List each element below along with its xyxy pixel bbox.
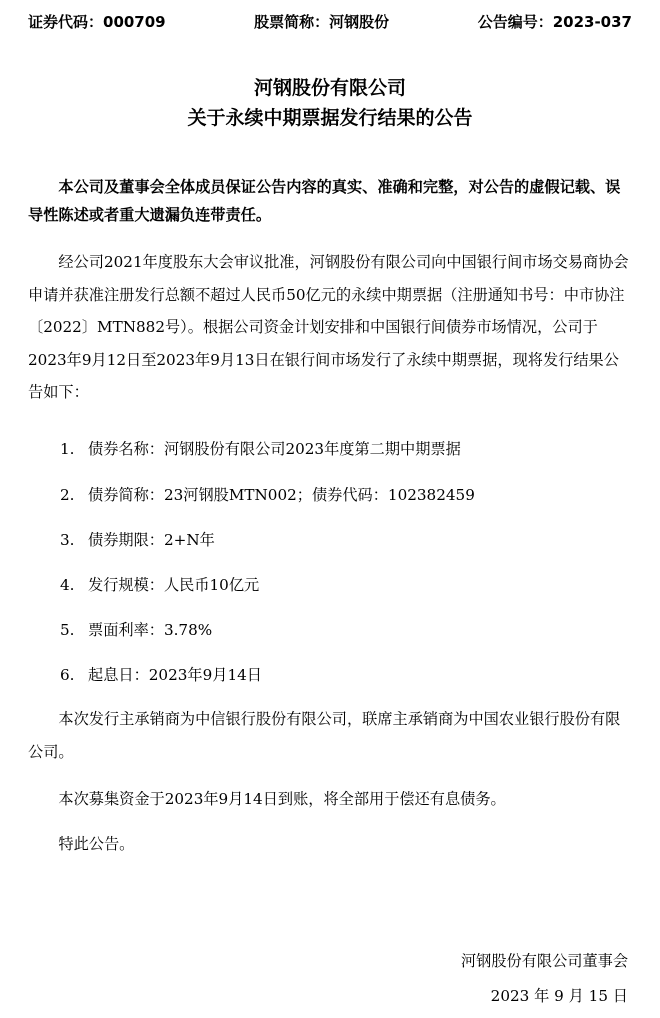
signature-organization: 河钢股份有限公司董事会 [460, 952, 628, 970]
list-item-text: 起息日：2023年9月14日 [88, 666, 262, 684]
list-item-text: 发行规模：人民币10亿元 [88, 576, 260, 594]
list-item [60, 438, 461, 460]
intro-paragraph: 经公司2021年度股东大会审议批准，河钢股份有限公司向中国银行间市场交易商协会申请并获准注册发行总额不超过人民币50亿元的永续中期票据（注册通知书号：中市协注〔2022〕MTN882号）。根据公司资金计划安排和中国银行间债券市场情况，公司于2023年9月12日至2023年9月13日在银行间市场发行了永续中期票据，现将发行结果公告如下： [28, 253, 629, 401]
list-item-number: 4. [60, 576, 75, 594]
underwriter-paragraph: 本次发行主承销商为中信银行股份有限公司，联席主承销商为中国农业银行股份有限公司。 [28, 710, 621, 761]
list-item [60, 484, 475, 506]
list-item-text: 债券期限：2+N年 [88, 531, 215, 549]
list-item [60, 619, 212, 641]
list-item-text: 债券简称：23河钢股MTN002；债券代码：102382459 [88, 486, 475, 504]
list-item-number: 6. [60, 666, 75, 684]
announcement-number: 公告编号：2023-037 [477, 13, 632, 31]
company-title: 河钢股份有限公司 [253, 77, 406, 99]
board-statement: 本公司及董事会全体成员保证公告内容的真实、准确和完整，对公告的虚假记载、误导性陈述或者重大遗漏负连带责任。 [28, 178, 621, 224]
closing-paragraph: 特此公告。 [58, 835, 135, 853]
list-item [60, 664, 262, 686]
list-item-number: 3. [60, 531, 75, 549]
list-item-text: 票面利率：3.78% [88, 621, 213, 639]
funds-paragraph: 本次募集资金于2023年9月14日到账，将全部用于偿还有息债务。 [58, 790, 506, 808]
list-item-number: 1. [60, 440, 75, 458]
header-row [28, 12, 632, 32]
list-item-number: 5. [60, 621, 75, 639]
list-item [60, 529, 215, 551]
signature-date: 2023 年 9 月 15 日 [490, 987, 628, 1005]
list-item [60, 574, 259, 596]
list-item-number: 2. [60, 486, 75, 504]
announcement-title: 关于永续中期票据发行结果的公告 [187, 107, 473, 129]
stock-name: 股票简称：河钢股份 [254, 13, 390, 31]
list-item-text: 债券名称：河钢股份有限公司2023年度第二期中期票据 [88, 440, 461, 458]
stock-code: 证券代码：000709 [28, 13, 166, 31]
